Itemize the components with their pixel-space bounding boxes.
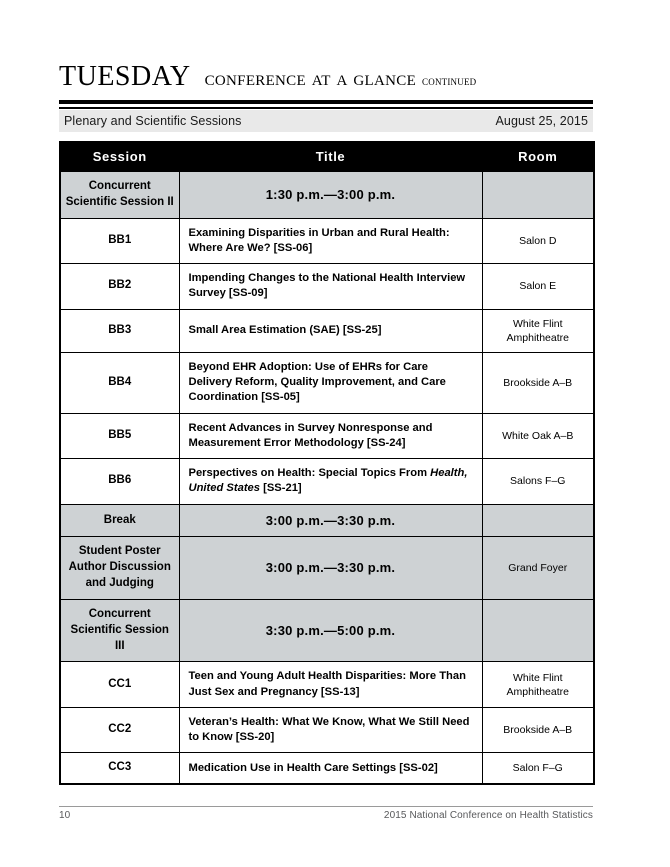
masthead-continued-label: continued xyxy=(422,73,477,88)
table-row xyxy=(60,413,594,458)
cell-room: Salon F–G xyxy=(482,753,594,784)
cell-session: Concurrent Scientific Session II xyxy=(60,172,179,219)
cell-title: Perspectives on Health: Special Topics From Health, United States [SS-21] xyxy=(179,459,482,504)
cell-room: Grand Foyer xyxy=(482,537,594,600)
table-row xyxy=(60,459,594,504)
cell-session: BB1 xyxy=(60,218,179,263)
cell-room xyxy=(482,504,594,537)
cell-room: White Flint Amphitheatre xyxy=(482,309,594,352)
cell-title: Medication Use in Health Care Settings [SS-02] xyxy=(179,753,482,784)
table-row xyxy=(60,353,594,414)
cell-session: BB3 xyxy=(60,309,179,352)
column-header-session: Session xyxy=(60,142,179,172)
cell-session: BB2 xyxy=(60,264,179,309)
masthead-rule-thin xyxy=(59,107,593,109)
table-header-row xyxy=(60,142,594,172)
table-row xyxy=(60,753,594,784)
cell-room: Brookside A–B xyxy=(482,707,594,752)
table-row xyxy=(60,309,594,352)
masthead xyxy=(59,49,593,94)
masthead-rule-thick xyxy=(59,100,593,104)
cell-time-range: 3:00 p.m.—3:30 p.m. xyxy=(179,504,482,537)
table-row xyxy=(60,662,594,707)
cell-session: BB6 xyxy=(60,459,179,504)
column-header-title: Title xyxy=(179,142,482,172)
cell-room xyxy=(482,172,594,219)
cell-room: Salon D xyxy=(482,218,594,263)
cell-title: Teen and Young Adult Health Disparities: More Than Just Sex and Pregnancy [SS-13] xyxy=(179,662,482,707)
cell-room: White Oak A–B xyxy=(482,413,594,458)
cell-room: Brookside A–B xyxy=(482,353,594,414)
cell-time-range: 1:30 p.m.—3:00 p.m. xyxy=(179,172,482,219)
masthead-section-title: conference at a glance xyxy=(204,65,417,90)
cell-title: Beyond EHR Adoption: Use of EHRs for Care Delivery Reform, Quality Improvement, and Care Coordination [SS-05] xyxy=(179,353,482,414)
cell-title: Impending Changes to the National Health Interview Survey [SS-09] xyxy=(179,264,482,309)
column-header-room: Room xyxy=(482,142,594,172)
cell-time-range: 3:30 p.m.—5:00 p.m. xyxy=(179,599,482,662)
schedule-table-head xyxy=(60,142,594,172)
cell-session: Student Poster Author Discussion and Judging xyxy=(60,537,179,600)
cell-title: Veteran’s Health: What We Know, What We Still Need to Know [SS-20] xyxy=(179,707,482,752)
cell-title: Examining Disparities in Urban and Rural Health: Where Are We? [SS-06] xyxy=(179,218,482,263)
table-row xyxy=(60,599,594,662)
footer-rule xyxy=(59,806,593,807)
table-row xyxy=(60,537,594,600)
cell-room xyxy=(482,599,594,662)
cell-title: Small Area Estimation (SAE) [SS-25] xyxy=(179,309,482,352)
table-row xyxy=(60,172,594,219)
cell-session: BB4 xyxy=(60,353,179,414)
cell-session: Concurrent Scientific Session III xyxy=(60,599,179,662)
schedule-table xyxy=(59,141,595,785)
cell-session: CC2 xyxy=(60,707,179,752)
page-title: tuesday xyxy=(59,49,191,94)
page-footer xyxy=(59,810,593,821)
section-band-date: August 25, 2015 xyxy=(495,114,588,128)
section-band-label: Plenary and Scientific Sessions xyxy=(64,114,242,128)
cell-title: Recent Advances in Survey Nonresponse and Measurement Error Methodology [SS-24] xyxy=(179,413,482,458)
cell-session: BB5 xyxy=(60,413,179,458)
cell-time-range: 3:00 p.m.—3:30 p.m. xyxy=(179,537,482,600)
cell-session: CC3 xyxy=(60,753,179,784)
footer-conference-name: 2015 National Conference on Health Statistics xyxy=(383,810,593,821)
table-row xyxy=(60,264,594,309)
cell-session: Break xyxy=(60,504,179,537)
cell-room: Salons F–G xyxy=(482,459,594,504)
section-band xyxy=(59,110,593,132)
footer-page-number: 10 xyxy=(59,810,71,821)
schedule-table-body xyxy=(60,172,594,785)
cell-session: CC1 xyxy=(60,662,179,707)
cell-title-italic: Health, United States xyxy=(188,467,468,495)
table-row xyxy=(60,218,594,263)
table-row xyxy=(60,504,594,537)
table-row xyxy=(60,707,594,752)
cell-room: Salon E xyxy=(482,264,594,309)
cell-room: White Flint Amphitheatre xyxy=(482,662,594,707)
